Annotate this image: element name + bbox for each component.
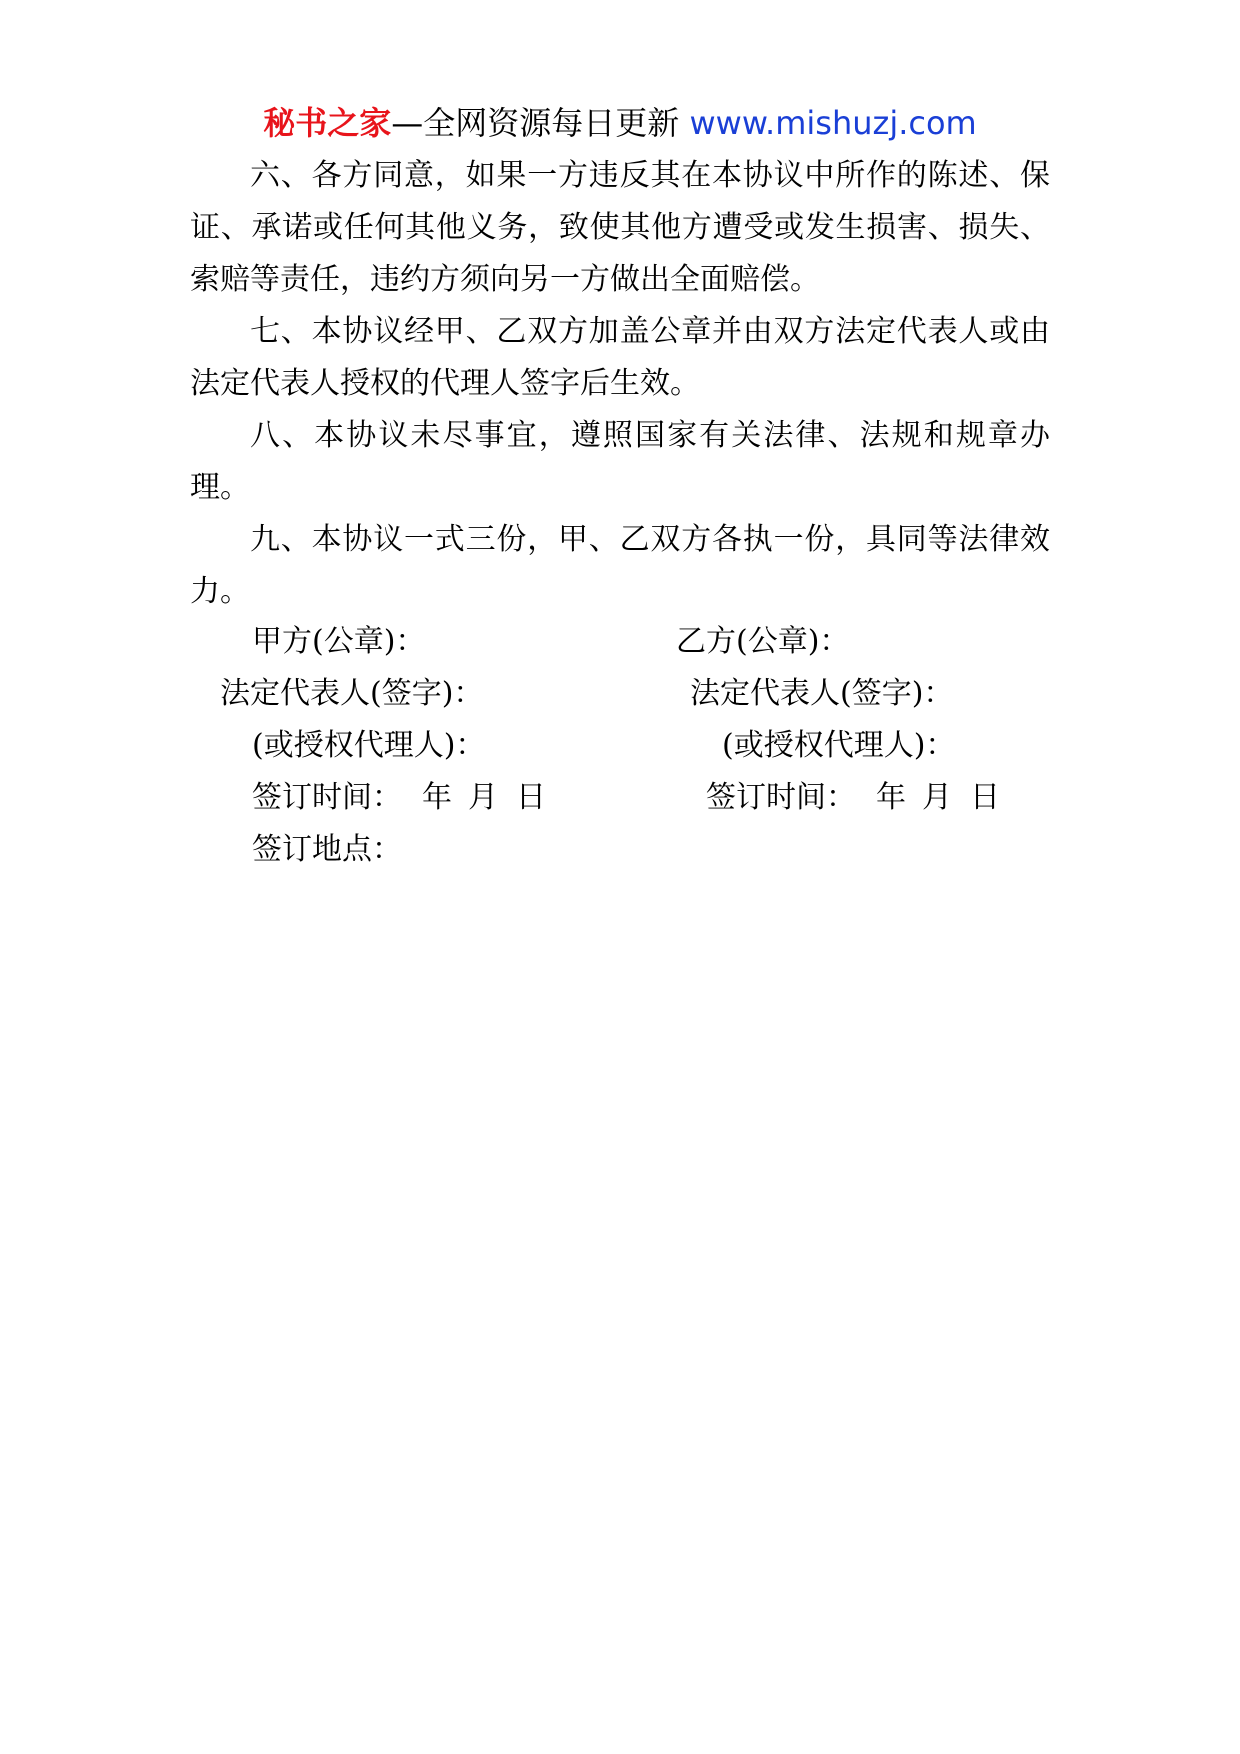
clause-7: 七、本协议经甲、乙双方加盖公章并由双方法定代表人或由法定代表人授权的代理人签字后生效。 (190, 314, 1050, 401)
party-b-day: 日 (970, 780, 1000, 815)
party-b-year: 年 (876, 780, 906, 815)
party-a-seal-label: 甲方(公章)： (252, 624, 426, 659)
site-header (0, 100, 1240, 146)
party-b-date-line (706, 772, 1000, 824)
party-a-day: 日 (516, 780, 546, 815)
clause-6: 六、各方同意，如果一方违反其在本协议中所作的陈述、保证、承诺或任何其他义务，致使其他方遭受或发生损害、损失、索赔等责任，违约方须向另一方做出全面赔偿。 (190, 158, 1050, 297)
header-brand: 秘书之家 (263, 104, 392, 142)
header-tagline: —全网资源每日更新 (391, 104, 680, 142)
signing-place-label: 签订地点： (252, 832, 402, 867)
clause-8: 八、本协议未尽事宜，遵照国家有关法律、法规和规章办理。 (190, 418, 1050, 505)
party-a-date-label: 签订时间： (252, 780, 402, 815)
party-b-rep-label: 法定代表人(签字)： (690, 676, 954, 711)
party-b-seal-label: 乙方(公章)： (676, 624, 850, 659)
clause-9: 九、本协议一式三份，甲、乙双方各执一份，具同等法律效力。 (190, 522, 1050, 609)
party-b-month: 月 (922, 780, 952, 815)
party-a-date-line (252, 772, 546, 824)
party-a-month: 月 (468, 780, 498, 815)
agreement-body (190, 150, 1050, 618)
header-url-link[interactable]: www.mishuzj.com (689, 104, 977, 142)
party-b-date-label: 签订时间： (706, 780, 856, 815)
party-a-year: 年 (422, 780, 452, 815)
party-b-agent-label: (或授权代理人)： (722, 728, 956, 763)
party-a-agent-label: (或授权代理人)： (252, 728, 486, 763)
party-a-rep-label: 法定代表人(签字)： (220, 676, 484, 711)
